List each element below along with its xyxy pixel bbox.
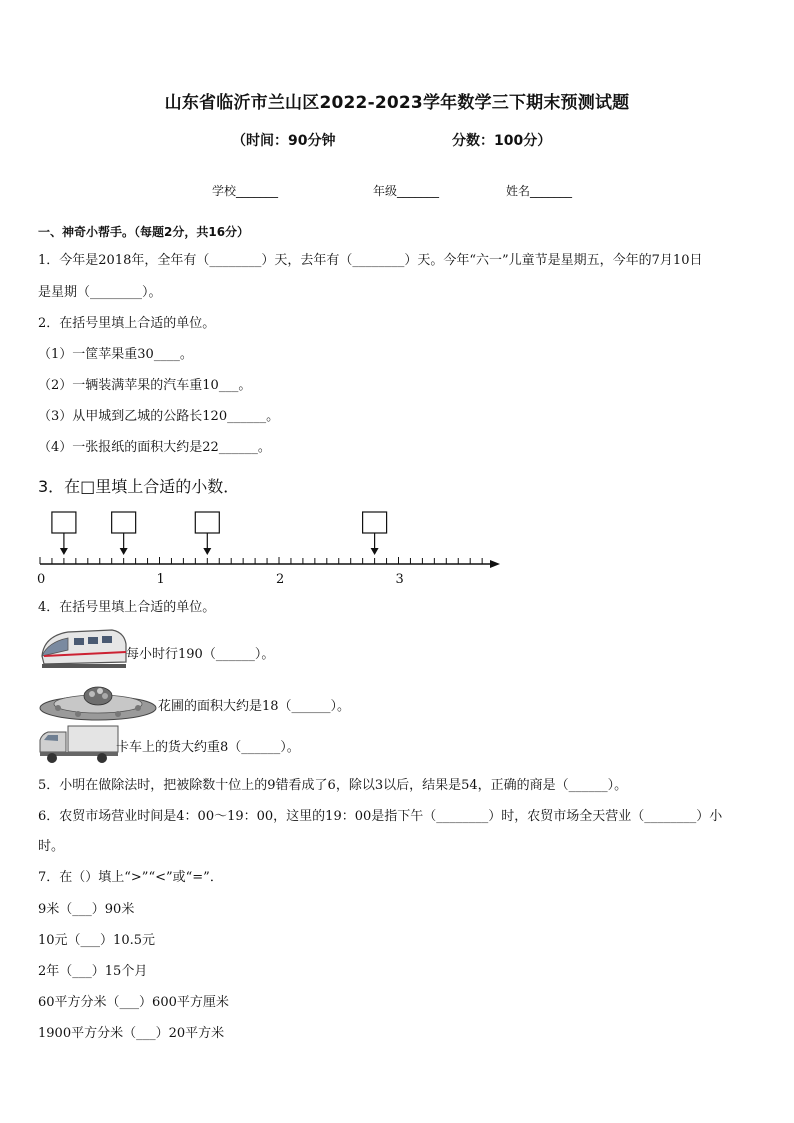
school-field: 学校_______ <box>212 184 279 198</box>
page-title: 山东省临沂市兰山区2022-2023学年数学三下期末预测试题 <box>164 93 630 113</box>
question-6-line-1: 6．农贸市场营业时间是4：00～19：00，这里的19：00是指下午（________）时，农贸市场全天营业（________）小 <box>38 809 723 824</box>
number-line-label: 0 <box>37 572 46 587</box>
question-5: 5．小明在做除法时，把被除数十位上的9错看成了6，除以3以后，结果是54，正确的商是（______）。 <box>38 778 628 793</box>
exam-time: （时间：90分钟 <box>232 133 336 149</box>
question-4-item: 每小时行190（______）。 <box>126 647 275 662</box>
truck-icon <box>38 722 120 764</box>
question-2-item: （1）一筐苹果重30____。 <box>38 347 193 362</box>
answer-box[interactable] <box>52 512 76 533</box>
arrow-down-icon <box>203 548 211 555</box>
question-1-line-1: 1．今年是2018年，全年有（________）天，去年有（________）天。今年“六一”儿童节是星期五，今年的7月10日 <box>38 253 703 268</box>
number-line-label: 1 <box>156 572 165 587</box>
arrow-down-icon <box>60 548 68 555</box>
section-heading: 一、神奇小帮手。（每题2分，共16分） <box>38 225 250 239</box>
question-4-item: 卡车上的货大约重8（______）。 <box>116 740 300 755</box>
question-7-item: 1900平方分米（___）20平方米 <box>38 1026 225 1041</box>
number-line <box>30 506 510 590</box>
arrow-down-icon <box>371 548 379 555</box>
question-7-item: 60平方分米（___）600平方厘米 <box>38 995 229 1010</box>
grade-field: 年级_______ <box>373 184 440 198</box>
answer-box[interactable] <box>363 512 387 533</box>
question-2-item: （4）一张报纸的面积大约是22______。 <box>38 440 271 455</box>
flowerbed-icon <box>38 682 158 722</box>
name-field: 姓名_______ <box>506 184 573 198</box>
question-7-stem: 7．在（）填上“>”“<”或“=”． <box>38 870 223 885</box>
number-line-arrow-icon <box>490 560 500 568</box>
answer-box[interactable] <box>195 512 219 533</box>
exam-score: 分数：100分） <box>452 133 552 149</box>
question-2-stem: 2．在括号里填上合适的单位。 <box>38 316 216 331</box>
question-6-line-2: 时。 <box>38 839 65 854</box>
question-7-item: 10元（___）10.5元 <box>38 933 155 948</box>
number-line-label: 3 <box>395 572 404 587</box>
question-7-item: 2年（___）15个月 <box>38 964 148 979</box>
answer-box[interactable] <box>112 512 136 533</box>
question-4-item: 花圃的面积大约是18（______）。 <box>158 699 351 714</box>
train-icon <box>38 626 128 672</box>
question-3-stem: 3．在□里填上合适的小数． <box>38 477 240 496</box>
question-2-item: （2）一辆装满苹果的汽车重10___。 <box>38 378 252 393</box>
arrow-down-icon <box>120 548 128 555</box>
question-4-stem: 4．在括号里填上合适的单位。 <box>38 600 216 615</box>
question-2-item: （3）从甲城到乙城的公路长120______。 <box>38 409 280 424</box>
question-7-item: 9米（___）90米 <box>38 902 135 917</box>
number-line-label: 2 <box>276 572 285 587</box>
question-1-line-2: 是星期（________）。 <box>38 285 162 300</box>
